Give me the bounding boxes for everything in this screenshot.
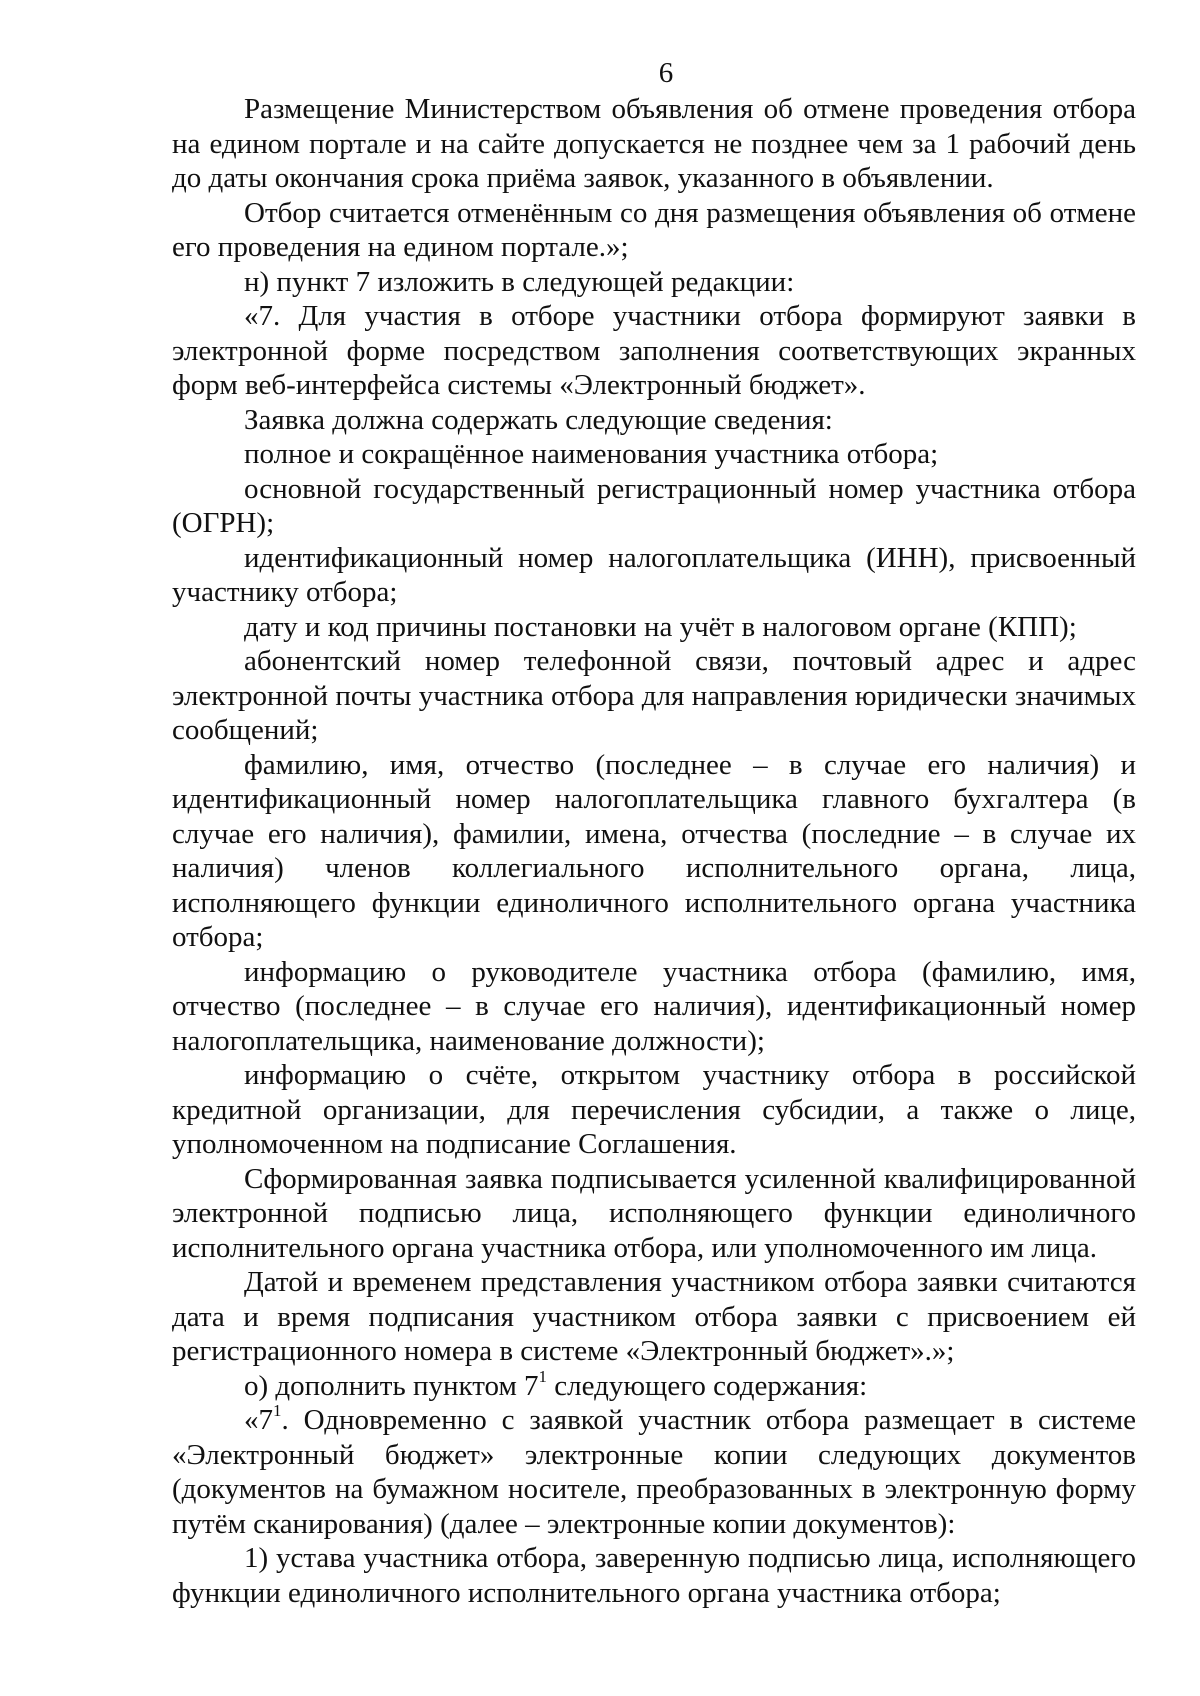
paragraph: Размещение Министерством объявления об отмене проведения отбора на едином портале и на сайте допускается не позднее чем за 1 рабочий день до даты окончания срока приёма заявок, указанного в объявлении. — [172, 93, 1136, 194]
paragraph: информацию о руководителе участника отбора (фамилию, имя, отчество (последнее – в случае его наличия), идентификационный номер налогоплательщика, наименование должности); — [172, 955, 1136, 1057]
paragraph: Датой и временем представления участником отбора заявки считаются дата и время подписания участником отбора заявки с присвоением ей регистрационного номера в системе «Электронный бюджет».»; — [172, 1266, 1136, 1367]
paragraph: Отбор считается отменённым со дня размещения объявления об отмене его проведения на едином портале.»; — [172, 196, 1136, 263]
paragraph: основной государственный регистрационный номер участника отбора (ОГРН); — [172, 472, 1136, 539]
paragraph: н) пункт 7 изложить в следующей редакции: — [244, 265, 795, 298]
paragraph: «7. Для участия в отборе участники отбора формируют заявки в электронной форме посредством заполнения соответствующих экранных форм веб-интерфейса системы «Электронный бюджет». — [172, 300, 1136, 401]
superscript: 1 — [538, 1366, 548, 1386]
text-run: следующего содержания: — [547, 1369, 868, 1402]
paragraph: информацию о счёте, открытом участнику отбора в российской кредитной организации, для перечисления субсидии, а также о лице, уполномоченном на подписание Соглашения. — [172, 1059, 1136, 1160]
page-number: 6 — [658, 57, 674, 89]
paragraph: полное и сокращённое наименования участника отбора; — [244, 438, 939, 470]
text-run: о) дополнить пунктом 7 — [244, 1369, 539, 1402]
paragraph: идентификационный номер налогоплательщика (ИНН), присвоенный участнику отбора; — [172, 541, 1136, 608]
paragraph-subitem-o — [172, 1366, 1136, 1404]
superscript: 1 — [273, 1401, 282, 1421]
paragraph-item-7-1 — [172, 1403, 1136, 1541]
paragraph: фамилию, имя, отчество (последнее – в случае его наличия) и идентификационный номер налогоплательщика главного бухгалтера (в случае его наличия), фамилии, имена, отчества (последние – в случае их наличия) членов коллегиального исполнительного органа, лица, исполняющего функции единоличного исполнительного органа участника отбора; — [172, 748, 1136, 953]
text-run: . Одновременно с заявкой участник отбора размещает в системе «Электронный бюджет» электронные копии следующих документов (документов на бумажном носителе, преобразованных в электронную форму путём сканирования) (далее – электронные копии документов): — [172, 1404, 1136, 1540]
paragraph: Сформированная заявка подписывается усиленной квалифицированной электронной подписью лица, исполняющего функции единоличного исполнительного органа участника отбора, или уполномоченного им лица. — [172, 1162, 1136, 1264]
paragraph: Заявка должна содержать следующие сведения: — [244, 403, 833, 436]
document-body — [172, 92, 1136, 1610]
text-run: «7 — [244, 1404, 273, 1436]
paragraph: дату и код причины постановки на учёт в налоговом органе (КПП); — [244, 610, 1077, 643]
paragraph-list-item-1: 1) устава участника отбора, заверенную подписью лица, исполняющего функции единоличного исполнительного органа участника отбора; — [172, 1542, 1136, 1609]
paragraph: абонентский номер телефонной связи, почтовый адрес и адрес электронной почты участника отбора для направления юридически значимых сообщений; — [172, 645, 1136, 746]
